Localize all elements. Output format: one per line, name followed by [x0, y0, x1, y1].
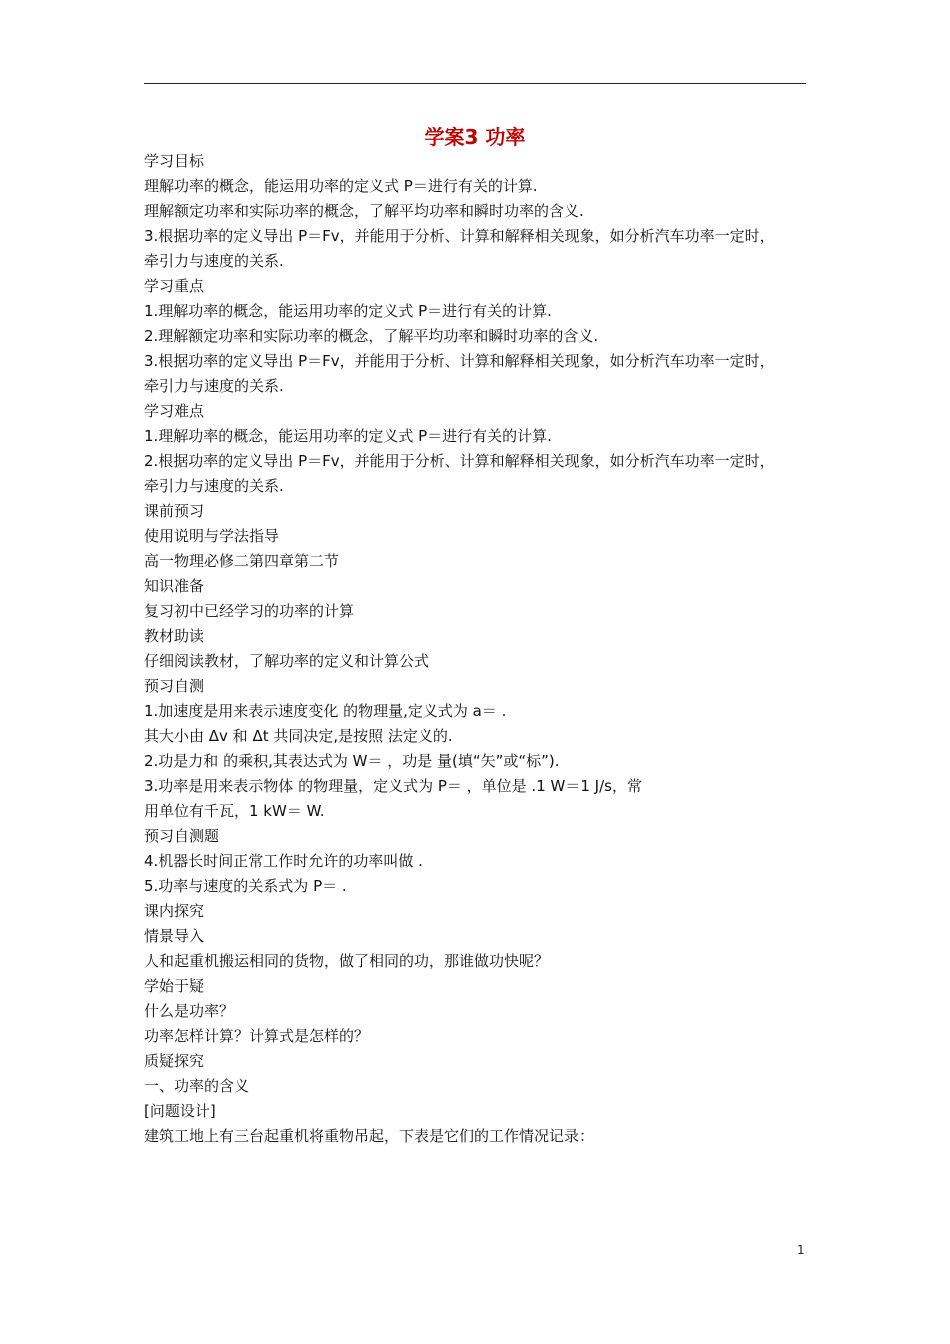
text-line: 学习难点	[144, 402, 205, 420]
text-line: [问题设计]	[144, 1102, 216, 1120]
text-line: 理解功率的概念，能运用功率的定义式 P＝进行有关的计算.	[144, 177, 538, 195]
text-line: 建筑工地上有三台起重机将重物吊起，下表是它们的工作情况记录：	[144, 1127, 595, 1145]
document-body	[144, 149, 816, 1149]
text-line: 2.根据功率的定义导出 P＝Fv，并能用于分析、计算和解释相关现象，如分析汽车功率一定时，	[144, 452, 775, 470]
text-line: 3.功率是用来表示物体 的物理量，定义式为 P＝ ，单位是 .1 W＝1 J/s，常	[144, 777, 642, 795]
page-title: 学案3 功率	[424, 125, 526, 149]
text-line: 功率怎样计算？计算式是怎样的？	[144, 1027, 370, 1045]
text-line: 情景导入	[144, 927, 205, 945]
text-line: 质疑探究	[144, 1052, 205, 1070]
text-line: 5.功率与速度的关系式为 P＝ .	[144, 877, 347, 895]
text-line: 2.理解额定功率和实际功率的概念，了解平均功率和瞬时功率的含义.	[144, 327, 599, 345]
text-line: 1.理解功率的概念，能运用功率的定义式 P＝进行有关的计算.	[144, 302, 552, 320]
text-line: 牵引力与速度的关系.	[144, 377, 284, 395]
text-line: 1.加速度是用来表示速度变化 的物理量,定义式为 a＝ .	[144, 702, 507, 720]
text-line: 预习自测题	[144, 827, 220, 845]
header-rule	[144, 83, 806, 84]
text-line: 学习目标	[144, 152, 205, 170]
text-line: 学习重点	[144, 277, 205, 295]
text-line: 理解额定功率和实际功率的概念，了解平均功率和瞬时功率的含义.	[144, 202, 584, 220]
text-line: 牵引力与速度的关系.	[144, 252, 284, 270]
text-line: 用单位有千瓦，1 kW＝ W.	[144, 802, 325, 820]
text-line: 一、功率的含义	[144, 1077, 250, 1095]
text-line: 课内探究	[144, 902, 205, 920]
page-number: 1	[797, 1243, 805, 1257]
text-line: 1.理解功率的概念，能运用功率的定义式 P＝进行有关的计算.	[144, 427, 552, 445]
text-line: 3.根据功率的定义导出 P＝Fv，并能用于分析、计算和解释相关现象，如分析汽车功率一定时，	[144, 352, 775, 370]
text-line: 2.功是力和 的乘积,其表达式为 W＝ ，功是 量(填“矢”或“标”).	[144, 752, 560, 770]
text-line: 使用说明与学法指导	[144, 527, 280, 545]
text-line: 教材助读	[144, 627, 205, 645]
text-line: 复习初中已经学习的功率的计算	[144, 602, 355, 620]
text-line: 仔细阅读教材，了解功率的定义和计算公式	[144, 652, 430, 670]
text-line: 3.根据功率的定义导出 P＝Fv，并能用于分析、计算和解释相关现象，如分析汽车功率一定时，	[144, 227, 775, 245]
text-line: 学始于疑	[144, 977, 205, 995]
text-line: 高一物理必修二第四章第二节	[144, 552, 340, 570]
text-line: 知识准备	[144, 577, 205, 595]
text-line: 什么是功率？	[144, 1002, 235, 1020]
text-line: 4.机器长时间正常工作时允许的功率叫做 .	[144, 852, 423, 870]
text-line: 课前预习	[144, 502, 205, 520]
text-line: 预习自测	[144, 677, 205, 695]
text-line: 人和起重机搬运相同的货物，做了相同的功，那谁做功快呢？	[144, 952, 550, 970]
text-line: 其大小由 Δv 和 Δt 共同决定,是按照 法定义的.	[144, 727, 453, 745]
text-line: 牵引力与速度的关系.	[144, 477, 284, 495]
